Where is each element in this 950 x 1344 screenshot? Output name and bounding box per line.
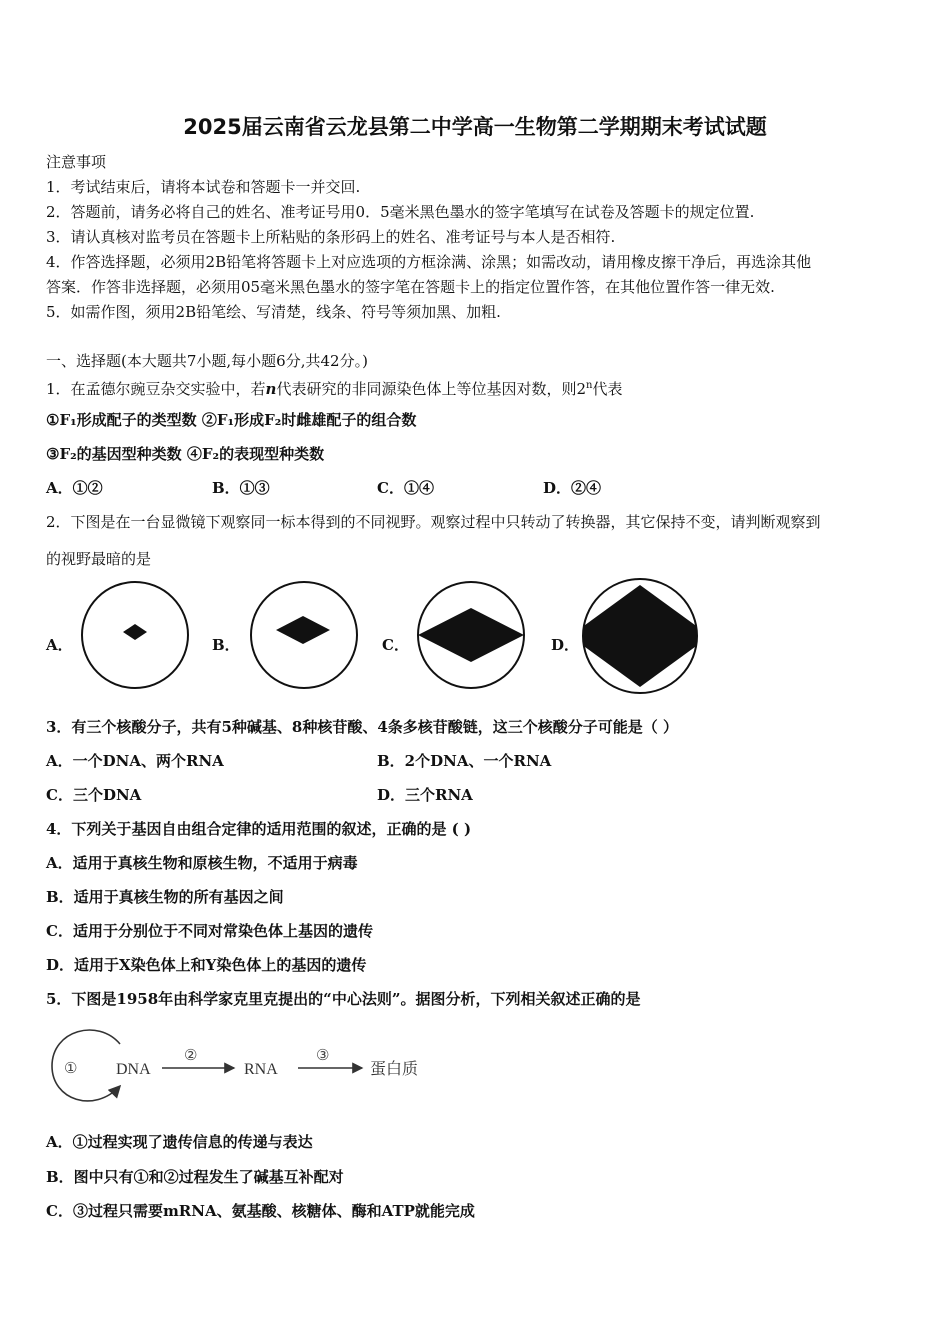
q1-option-a: A．①②	[46, 479, 103, 497]
q4-option-a: A．适用于真核生物和原核生物，不适用于病毒	[46, 854, 358, 872]
q4-option-c: C．适用于分别位于不同对常染色体上基因的遗传	[46, 922, 373, 940]
q2-label-a: A．	[46, 636, 73, 654]
q3-option-c: C．三个DNA	[46, 786, 142, 804]
q1-stem	[46, 377, 622, 398]
section-heading: 一、选择题(本大题共7小题,每小题6分,共42分。)	[46, 352, 368, 370]
step3-label: ③	[316, 1046, 330, 1064]
microscope-view-c	[414, 580, 528, 690]
q5-option-b: B．图中只有①和②过程发生了碱基互补配对	[46, 1168, 344, 1186]
specimen-shape	[418, 608, 524, 662]
notice-item: 1．考试结束后，请将本试卷和答题卡一并交回.	[46, 178, 361, 196]
notice-heading: 注意事项	[46, 153, 107, 171]
q1-line2: ①F₁形成配子的类型数 ②F₁形成F₂时雌雄配子的组合数	[46, 411, 417, 429]
q2-stem-line1: 2．下图是在一台显微镜下观察同一标本得到的不同视野。观察过程中只转动了转换器，其它保持不变，请判断观察到	[46, 513, 821, 531]
q4-stem: 4．下列关于基因自由组合定律的适用范围的叙述，正确的是 ( )	[46, 820, 472, 838]
q1-option-c: C．①④	[377, 479, 434, 497]
notice-item: 4．作答选择题，必须用2B铅笔将答题卡上对应选项的方框涂满、涂黑；如需改动，请用橡皮擦干净后，再选涂其他	[46, 253, 812, 271]
q3-option-a: A．一个DNA、两个RNA	[46, 752, 224, 770]
microscope-view-b	[248, 580, 360, 690]
protein-label: 蛋白质	[370, 1059, 419, 1078]
dna-label: DNA	[116, 1061, 151, 1078]
microscope-view-d	[580, 577, 700, 695]
q1-stem-part: 1．在孟德尔豌豆杂交实验中，若	[46, 380, 266, 398]
q2-label-c: C．	[382, 636, 409, 654]
q1-option-b: B．①③	[212, 479, 270, 497]
q2-label-d: D．	[551, 636, 580, 654]
page-title: 2025届云南省云龙县第二中学高一生物第二学期期末考试试题	[183, 115, 767, 139]
notice-item: 2．答题前，请务必将自己的姓名、准考证号用0．5毫米黑色墨水的签字笔填写在试卷及答题卡的规定位置.	[46, 203, 755, 221]
step2-label: ②	[184, 1046, 198, 1064]
specimen-shape	[276, 616, 330, 644]
q5-stem: 5．下图是1958年由科学家克里克提出的“中心法则”。据图分析，下列相关叙述正确的是	[46, 990, 641, 1008]
step1-label: ①	[64, 1059, 78, 1077]
notice-item: 答案．作答非选择题，必须用05毫米黑色墨水的签字笔在答题卡上的指定位置作答，在其他位置作答一律无效.	[46, 278, 775, 296]
q2-stem-line2: 的视野最暗的是	[46, 550, 152, 568]
specimen-shape	[123, 624, 147, 640]
q1-stem-part: 代表研究的非同源染色体上等位基因对数，则2	[276, 380, 586, 398]
q2-label-b: B．	[212, 636, 240, 654]
rna-label: RNA	[244, 1061, 278, 1078]
q5-option-c: C．③过程只需要mRNA、氨基酸、核糖体、酶和ATP就能完成	[46, 1202, 475, 1220]
specimen-shape	[580, 585, 700, 687]
notice-item: 3．请认真核对监考员在答题卡上所粘贴的条形码上的姓名、准考证号与本人是否相符.	[46, 228, 616, 246]
q1-stem-sup: n	[586, 380, 593, 391]
q1-line3: ③F₂的基因型种类数 ④F₂的表现型种类数	[46, 445, 325, 463]
q1-stem-n: n	[265, 380, 277, 398]
q4-option-b: B．适用于真核生物的所有基因之间	[46, 888, 284, 906]
q3-option-b: B．2个DNA、一个RNA	[377, 752, 552, 770]
q4-option-d: D．适用于X染色体上和Y染色体上的基因的遗传	[46, 956, 367, 974]
microscope-view-a	[80, 580, 190, 690]
replication-arrow	[52, 1030, 120, 1101]
central-dogma-diagram	[50, 1022, 440, 1114]
q1-option-d: D．②④	[543, 479, 602, 497]
q3-stem: 3．有三个核酸分子，共有5种碱基、8种核苷酸、4条多核苷酸链，这三个核酸分子可能是（ ）	[46, 718, 678, 736]
q1-stem-part: 代表	[592, 380, 623, 398]
q5-option-a: A．①过程实现了遗传信息的传递与表达	[46, 1133, 313, 1151]
notice-item: 5．如需作图，须用2B铅笔绘、写清楚，线条、符号等须加黑、加粗.	[46, 303, 501, 321]
q3-option-d: D．三个RNA	[377, 786, 473, 804]
